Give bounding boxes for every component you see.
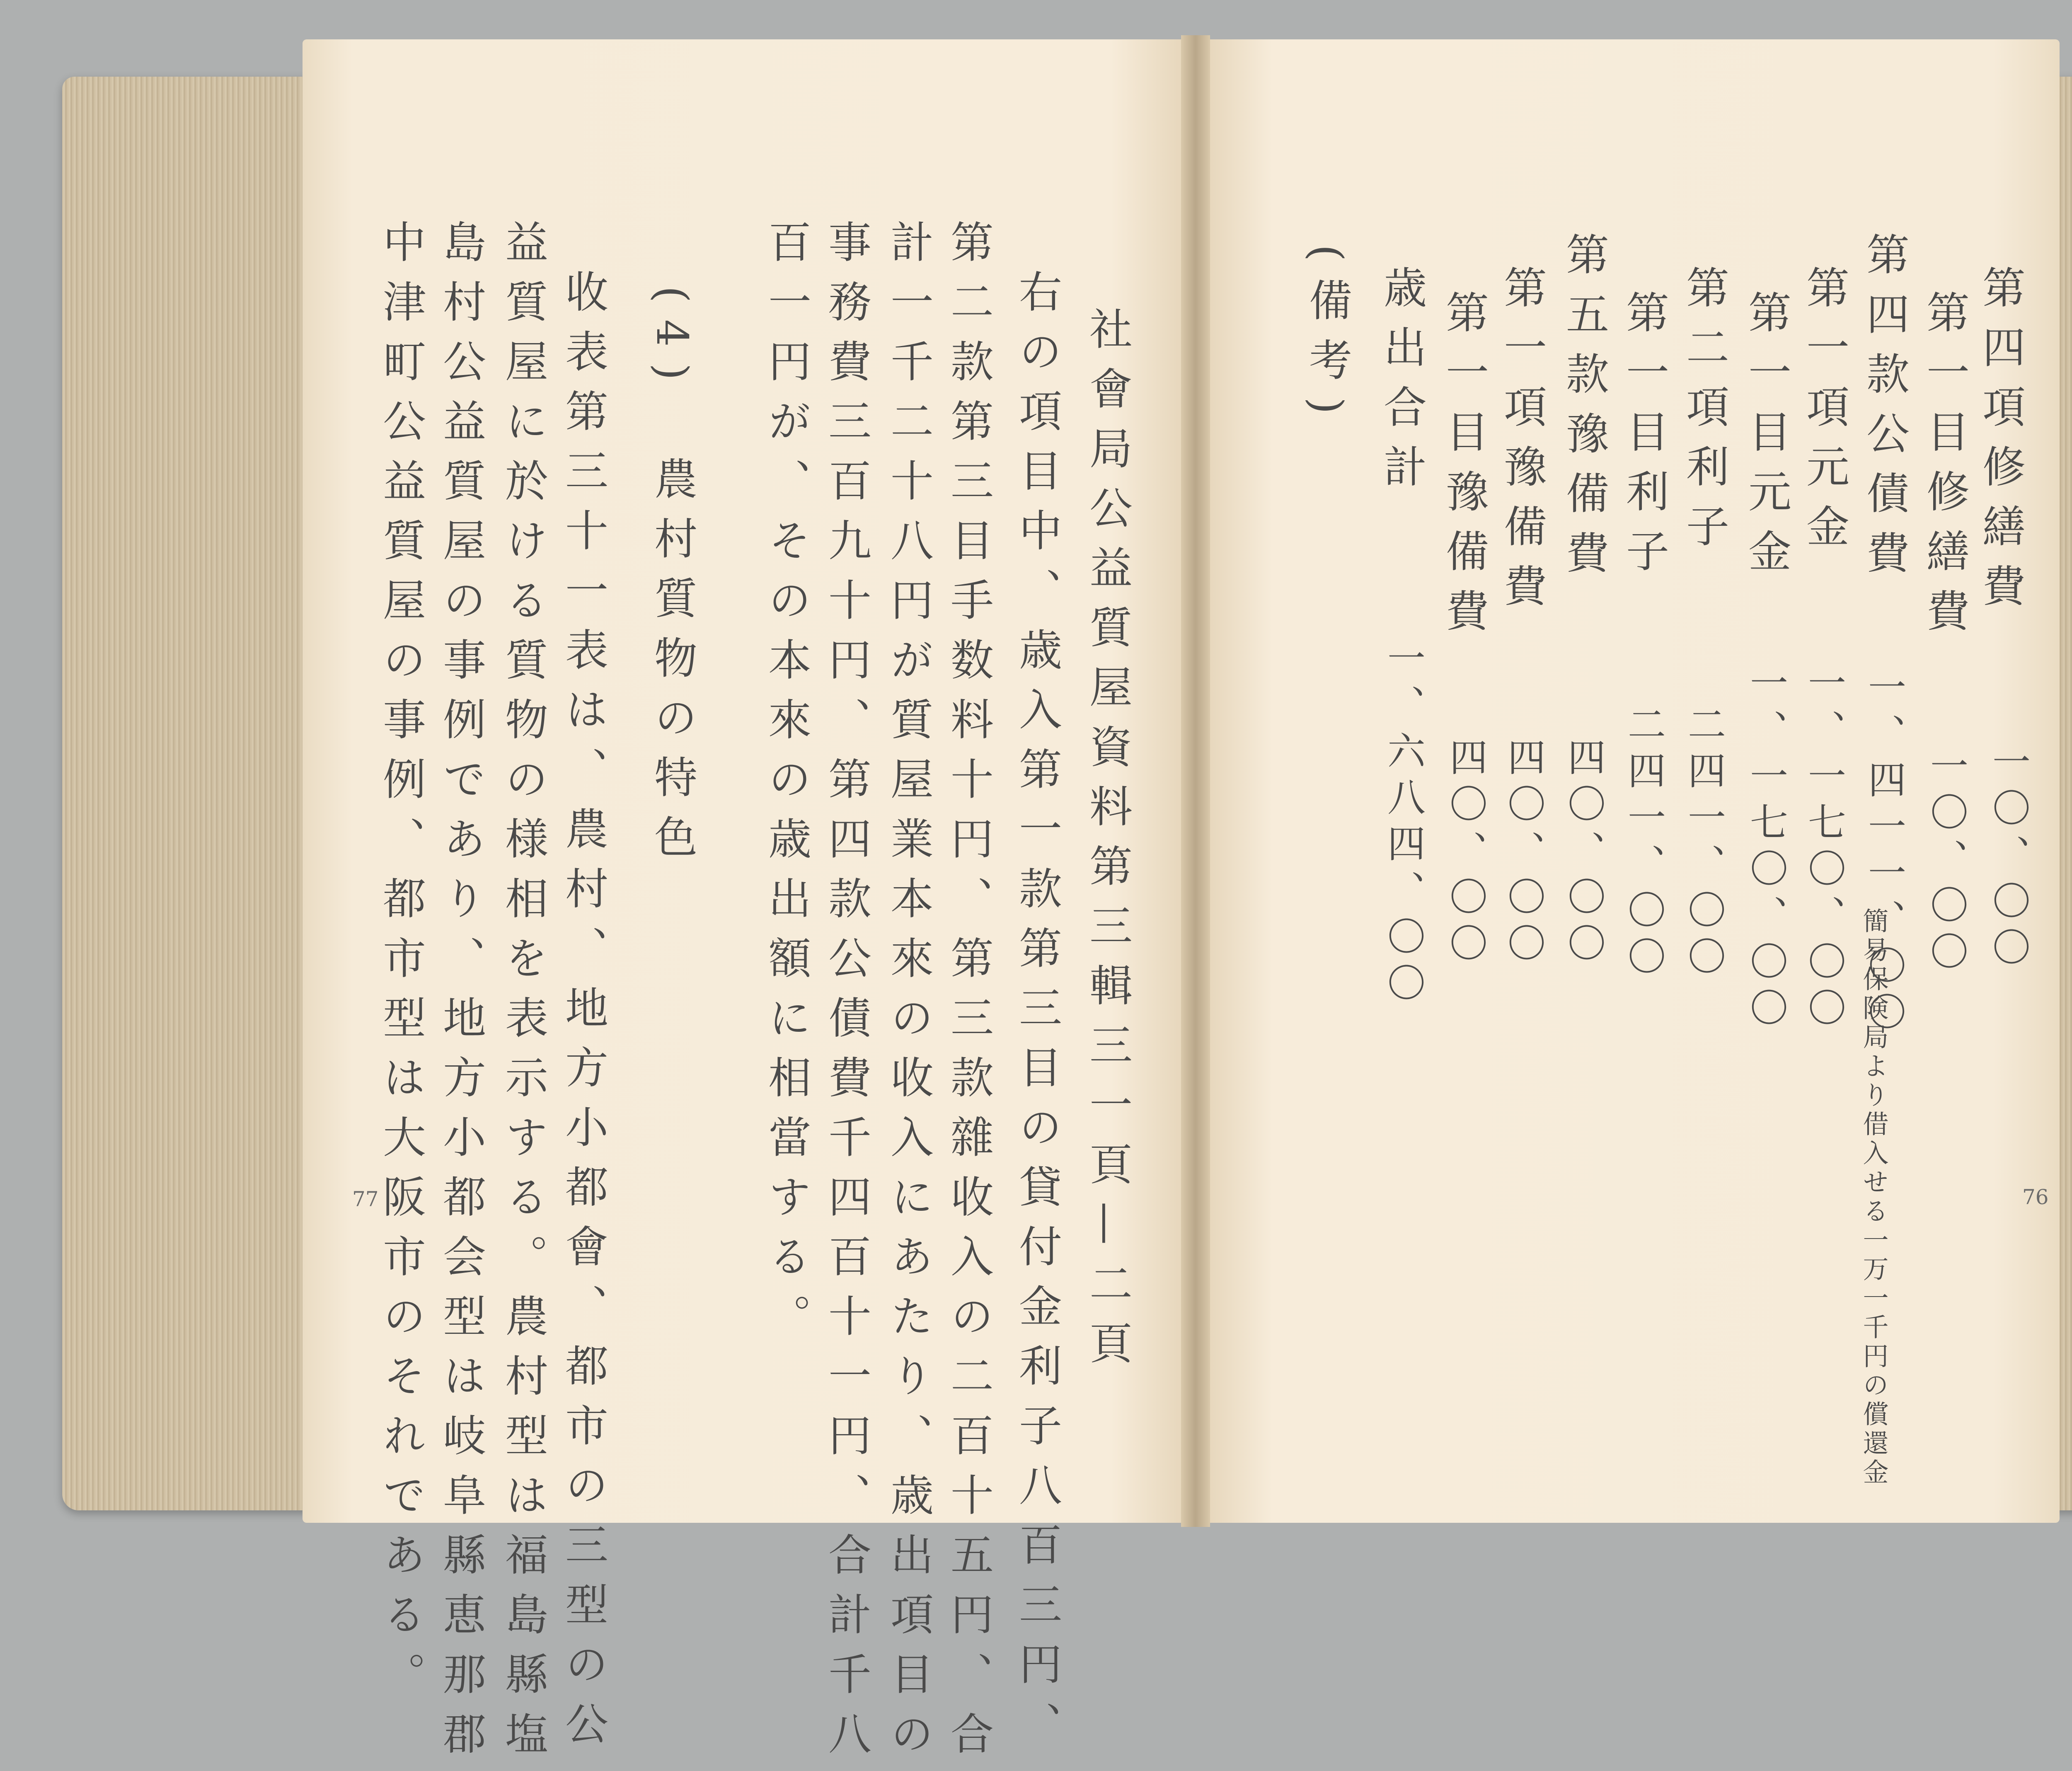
expenditure-total-amount: 一、六八四、〇〇	[1381, 638, 1426, 1009]
paragraph-line: 島村公益質屋の事例であり、地方小都会型は岐阜縣恵那郡	[436, 220, 486, 1771]
left-page-edges	[62, 77, 319, 1510]
paragraph-line: 益質屋に於ける質物の様相を表示する。農村型は福島縣塩	[498, 220, 548, 1771]
paragraph-line: 右の項目中、歳入第一款第三目の貸付金利子八百三円、	[1012, 269, 1062, 1761]
account-label: 第一目修繕費	[1919, 290, 1970, 648]
account-amount: 一、一七〇、〇〇	[1802, 663, 1846, 1034]
section-title: (4) 農村質物の特色	[647, 286, 697, 874]
page-number-left: 77	[352, 1187, 379, 1211]
page-number-right: 76	[2022, 1185, 2049, 1209]
account-amount: 一、四一一、〇〇	[1862, 667, 1906, 1038]
paragraph-line: 中津町公益質屋の事例、都市型は大阪市のそれである。	[375, 220, 426, 1711]
account-amount: 一〇、〇〇	[1986, 742, 2031, 974]
account-label: 第一目元金	[1741, 290, 1791, 588]
repayment-note: 簡易保険局より借入せる一万一千円の償還金	[1859, 907, 1889, 1488]
source-note: 社會局公益質屋資料第三輯三一頁—二頁	[1082, 307, 1133, 1381]
remarks-label: (備考)	[1302, 244, 1352, 431]
account-amount: 二四一、〇〇	[1682, 704, 1726, 983]
account-label: 第一目利子	[1619, 290, 1669, 588]
account-label: 第一項元金	[1799, 265, 1849, 564]
account-amount: 四〇、〇〇	[1443, 738, 1488, 970]
book-gutter	[1181, 35, 1210, 1527]
account-label: 第一項豫備費	[1496, 265, 1547, 623]
account-label: 第五款豫備費	[1559, 232, 1609, 590]
account-label: 第二項利子	[1679, 265, 1729, 564]
paragraph-line: 第二款第三目手数料十円、第三款雜收入の二百十五円、合	[943, 220, 994, 1771]
paragraph-line: 百一円が、その本來の歳出額に相當する。	[761, 220, 811, 1353]
account-label: 第一目豫備費	[1438, 290, 1489, 648]
account-amount: 四〇、〇〇	[1501, 738, 1546, 970]
expenditure-total-label: 歳出合計	[1376, 265, 1427, 504]
account-label: 第四款公債費	[1859, 232, 1910, 590]
account-amount: 四〇、〇〇	[1561, 738, 1606, 970]
account-amount: 一、一七〇、〇〇	[1744, 663, 1788, 1034]
paragraph-line: 事務費三百九十円、第四款公債費千四百十一円、合計千八	[821, 220, 871, 1771]
account-amount: 一〇、〇〇	[1924, 746, 1968, 978]
account-label: 第四項修繕費	[1975, 265, 2026, 623]
paragraph-line: 收表第三十一表は、農村、地方小都會、都市の三型の公	[558, 269, 608, 1761]
paragraph-line: 計一千二十八円が質屋業本來の收入にあたり、歳出項目の	[883, 220, 934, 1771]
account-amount: 二四一、〇〇	[1622, 704, 1666, 983]
